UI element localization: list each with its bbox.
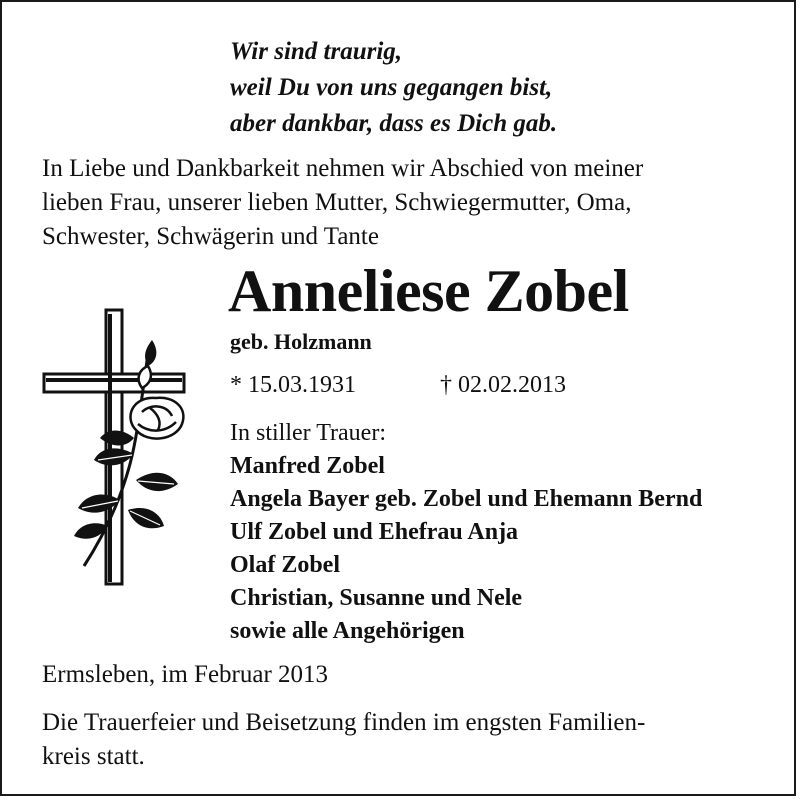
mourner-name: Christian, Susanne und Nele (230, 585, 523, 611)
mourner-name: Ulf Zobel und Ehefrau Anja (230, 519, 519, 545)
death-date: † 02.02.2013 (440, 372, 566, 398)
funeral-note (42, 706, 782, 774)
mourner-name: sowie alle Angehörigen (230, 618, 465, 644)
funeral-note-line: kreis statt. (42, 743, 145, 770)
poem-line: Wir sind traurig, (230, 38, 403, 65)
maiden-name: geb. Holzmann (230, 329, 372, 354)
mourners-heading: In stiller Trauer: (230, 420, 386, 446)
place-and-date: Ermsleben, im Februar 2013 (42, 661, 329, 688)
poem-line: aber dankbar, dass es Dich gab. (230, 110, 558, 137)
cross-with-rose-icon (38, 304, 198, 594)
mourner-name: Manfred Zobel (230, 453, 385, 479)
intro-line: In Liebe und Dankbarkeit nehmen wir Abschied von meiner (42, 155, 644, 182)
funeral-note-line: Die Trauerfeier und Beisetzung finden im engsten Familien- (42, 709, 646, 736)
life-dates (230, 369, 566, 401)
mourner-name: Angela Bayer geb. Zobel und Ehemann Bernd (230, 486, 703, 512)
intro-line: Schwester, Schwägerin und Tante (42, 223, 379, 250)
deceased-name: Anneliese Zobel (228, 258, 629, 324)
poem-line: weil Du von uns gegangen bist, (230, 74, 553, 101)
poem (230, 34, 557, 142)
intro-line: lieben Frau, unserer lieben Mutter, Schwiegermutter, Oma, (42, 189, 632, 216)
mourners-list (230, 417, 702, 648)
mourner-name: Olaf Zobel (230, 552, 341, 578)
birth-date: * 15.03.1931 (230, 372, 356, 398)
intro-text (42, 152, 782, 254)
